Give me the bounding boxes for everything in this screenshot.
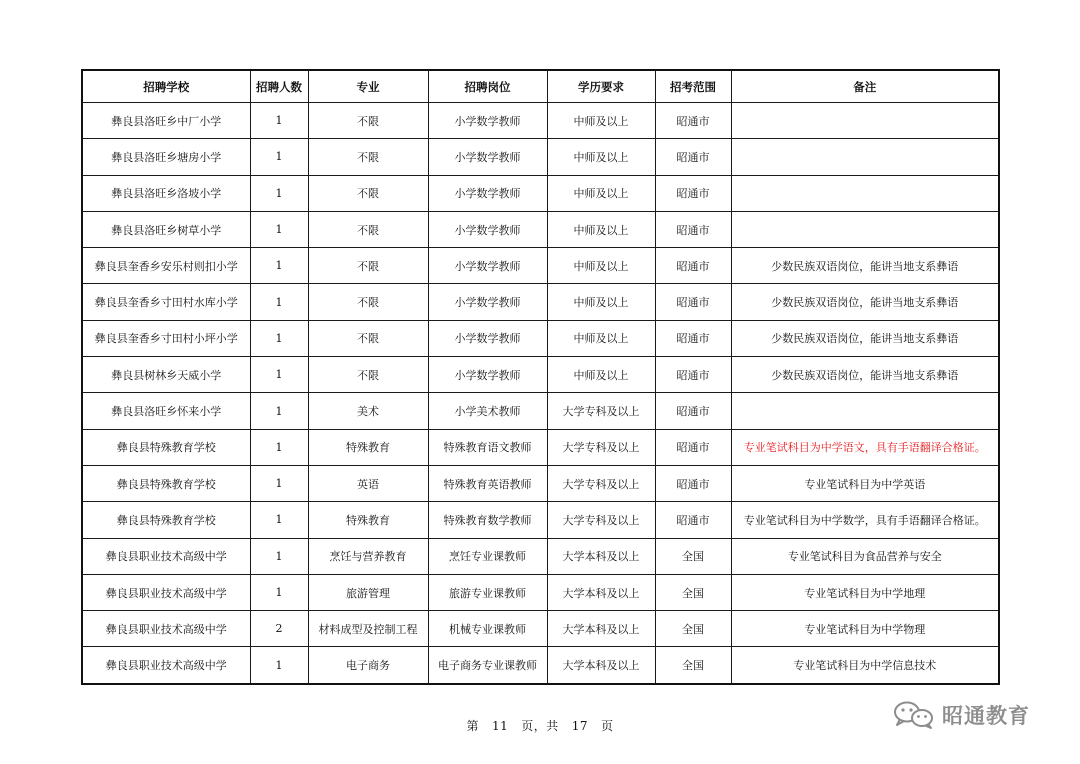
- cell-position: 电子商务专业课教师: [428, 647, 547, 684]
- cell-education: 中师及以上: [547, 320, 655, 356]
- cell-count: 1: [250, 320, 308, 356]
- cell-scope: 昭通市: [655, 103, 731, 139]
- cell-scope: 昭通市: [655, 320, 731, 356]
- cell-count: 1: [250, 139, 308, 175]
- cell-scope: 昭通市: [655, 248, 731, 284]
- table-row: [82, 647, 999, 684]
- cell-count: 1: [250, 103, 308, 139]
- cell-position: 小学数学教师: [428, 248, 547, 284]
- recruitment-table: [81, 69, 1000, 685]
- cell-scope: 昭通市: [655, 175, 731, 211]
- watermark-text: 昭通教育: [942, 704, 1030, 728]
- cell-major: 不限: [308, 248, 428, 284]
- cell-count: 1: [250, 393, 308, 429]
- cell-education: 大学专科及以上: [547, 393, 655, 429]
- cell-education: 大学专科及以上: [547, 429, 655, 465]
- cell-scope: 昭通市: [655, 429, 731, 465]
- cell-school: 彝良县树林乡天威小学: [82, 357, 250, 393]
- table-row: [82, 611, 999, 647]
- cell-education: 大学专科及以上: [547, 465, 655, 501]
- cell-education: 中师及以上: [547, 248, 655, 284]
- table-row: [82, 320, 999, 356]
- cell-note: 专业笔试科目为食品营养与安全: [731, 538, 999, 574]
- cell-count: 1: [250, 248, 308, 284]
- header-school: 招聘学校: [82, 70, 250, 103]
- cell-position: 小学数学教师: [428, 357, 547, 393]
- cell-note: [731, 103, 999, 139]
- cell-count: 1: [250, 284, 308, 320]
- cell-school: 彝良县职业技术高级中学: [82, 538, 250, 574]
- footer-prefix: 第: [466, 719, 479, 733]
- cell-school: 彝良县洛旺乡怀来小学: [82, 393, 250, 429]
- cell-school: 彝良县洛旺乡洛坡小学: [82, 175, 250, 211]
- cell-scope: 全国: [655, 647, 731, 684]
- cell-major: 不限: [308, 320, 428, 356]
- cell-education: 中师及以上: [547, 175, 655, 211]
- cell-scope: 昭通市: [655, 393, 731, 429]
- cell-education: 中师及以上: [547, 139, 655, 175]
- cell-major: 特殊教育: [308, 429, 428, 465]
- cell-school: 彝良县奎香乡寸田村水库小学: [82, 284, 250, 320]
- cell-note: [731, 175, 999, 211]
- table-row: [82, 284, 999, 320]
- cell-scope: 昭通市: [655, 139, 731, 175]
- cell-major: 旅游管理: [308, 574, 428, 610]
- cell-major: 材料成型及控制工程: [308, 611, 428, 647]
- cell-school: 彝良县洛旺乡中厂小学: [82, 103, 250, 139]
- cell-school: 彝良县奎香乡寸田村小坪小学: [82, 320, 250, 356]
- cell-position: 小学数学教师: [428, 211, 547, 247]
- cell-scope: 全国: [655, 574, 731, 610]
- table-row: [82, 538, 999, 574]
- header-count: 招聘人数: [250, 70, 308, 103]
- footer-current-page: 11: [491, 719, 509, 733]
- cell-major: 英语: [308, 465, 428, 501]
- header-position: 招聘岗位: [428, 70, 547, 103]
- cell-position: 特殊教育英语教师: [428, 465, 547, 501]
- cell-scope: 昭通市: [655, 502, 731, 538]
- cell-education: 大学本科及以上: [547, 574, 655, 610]
- table-row: [82, 465, 999, 501]
- table-row: [82, 393, 999, 429]
- cell-position: 特殊教育数学教师: [428, 502, 547, 538]
- wechat-icon: [892, 700, 936, 730]
- cell-school: 彝良县特殊教育学校: [82, 502, 250, 538]
- cell-position: 旅游专业课教师: [428, 574, 547, 610]
- cell-note: [731, 139, 999, 175]
- cell-scope: 全国: [655, 538, 731, 574]
- table-row: [82, 429, 999, 465]
- cell-education: 大学本科及以上: [547, 538, 655, 574]
- table-row: [82, 175, 999, 211]
- cell-education: 中师及以上: [547, 284, 655, 320]
- cell-count: 1: [250, 538, 308, 574]
- cell-school: 彝良县洛旺乡树草小学: [82, 211, 250, 247]
- table-row: [82, 502, 999, 538]
- cell-major: 特殊教育: [308, 502, 428, 538]
- cell-major: 不限: [308, 284, 428, 320]
- cell-major: 不限: [308, 175, 428, 211]
- cell-school: 彝良县职业技术高级中学: [82, 611, 250, 647]
- header-education: 学历要求: [547, 70, 655, 103]
- cell-school: 彝良县特殊教育学校: [82, 465, 250, 501]
- cell-position: 小学美术教师: [428, 393, 547, 429]
- cell-note: 专业笔试科目为中学英语: [731, 465, 999, 501]
- table-body: [82, 103, 999, 684]
- cell-note: 专业笔试科目为中学数学，具有手语翻译合格证。: [731, 502, 999, 538]
- cell-education: 中师及以上: [547, 103, 655, 139]
- cell-note: [731, 211, 999, 247]
- cell-count: 1: [250, 465, 308, 501]
- cell-scope: 全国: [655, 611, 731, 647]
- cell-scope: 昭通市: [655, 284, 731, 320]
- cell-school: 彝良县洛旺乡塘房小学: [82, 139, 250, 175]
- cell-major: 美术: [308, 393, 428, 429]
- cell-position: 小学数学教师: [428, 139, 547, 175]
- cell-position: 小学数学教师: [428, 175, 547, 211]
- cell-major: 烹饪与营养教育: [308, 538, 428, 574]
- cell-note: 少数民族双语岗位，能讲当地支系彝语: [731, 248, 999, 284]
- cell-note: 少数民族双语岗位，能讲当地支系彝语: [731, 320, 999, 356]
- cell-count: 1: [250, 429, 308, 465]
- cell-school: 彝良县职业技术高级中学: [82, 574, 250, 610]
- cell-school: 彝良县特殊教育学校: [82, 429, 250, 465]
- cell-note: 专业笔试科目为中学物理: [731, 611, 999, 647]
- cell-major: 不限: [308, 103, 428, 139]
- cell-position: 机械专业课教师: [428, 611, 547, 647]
- cell-scope: 昭通市: [655, 357, 731, 393]
- cell-note: 专业笔试科目为中学语文，具有手语翻译合格证。: [731, 429, 999, 465]
- table-row: [82, 357, 999, 393]
- header-major: 专业: [308, 70, 428, 103]
- cell-position: 特殊教育语文教师: [428, 429, 547, 465]
- cell-count: 1: [250, 211, 308, 247]
- table-row: [82, 574, 999, 610]
- table-row: [82, 103, 999, 139]
- cell-count: 1: [250, 574, 308, 610]
- cell-education: 大学专科及以上: [547, 502, 655, 538]
- cell-major: 不限: [308, 357, 428, 393]
- header-row: [82, 70, 999, 103]
- cell-education: 中师及以上: [547, 357, 655, 393]
- footer-middle: 页，共: [521, 719, 559, 733]
- table-row: [82, 139, 999, 175]
- cell-education: 大学本科及以上: [547, 647, 655, 684]
- cell-note: [731, 393, 999, 429]
- cell-education: 中师及以上: [547, 211, 655, 247]
- header-scope: 招考范围: [655, 70, 731, 103]
- watermark: [892, 700, 1030, 730]
- cell-count: 1: [250, 175, 308, 211]
- cell-school: 彝良县奎香乡安乐村则扣小学: [82, 248, 250, 284]
- cell-count: 2: [250, 611, 308, 647]
- footer-suffix: 页: [601, 719, 614, 733]
- cell-education: 大学本科及以上: [547, 611, 655, 647]
- cell-note: 少数民族双语岗位，能讲当地支系彝语: [731, 284, 999, 320]
- footer-total-pages: 17: [571, 719, 589, 733]
- cell-major: 不限: [308, 211, 428, 247]
- cell-count: 1: [250, 647, 308, 684]
- table-row: [82, 248, 999, 284]
- cell-count: 1: [250, 502, 308, 538]
- cell-major: 不限: [308, 139, 428, 175]
- cell-count: 1: [250, 357, 308, 393]
- cell-scope: 昭通市: [655, 465, 731, 501]
- cell-note: 专业笔试科目为中学地理: [731, 574, 999, 610]
- cell-position: 烹饪专业课教师: [428, 538, 547, 574]
- cell-note: 专业笔试科目为中学信息技术: [731, 647, 999, 684]
- cell-scope: 昭通市: [655, 211, 731, 247]
- cell-major: 电子商务: [308, 647, 428, 684]
- cell-position: 小学数学教师: [428, 103, 547, 139]
- cell-position: 小学数学教师: [428, 320, 547, 356]
- cell-position: 小学数学教师: [428, 284, 547, 320]
- table-row: [82, 211, 999, 247]
- header-note: 备注: [731, 70, 999, 103]
- cell-school: 彝良县职业技术高级中学: [82, 647, 250, 684]
- cell-note: 少数民族双语岗位，能讲当地支系彝语: [731, 357, 999, 393]
